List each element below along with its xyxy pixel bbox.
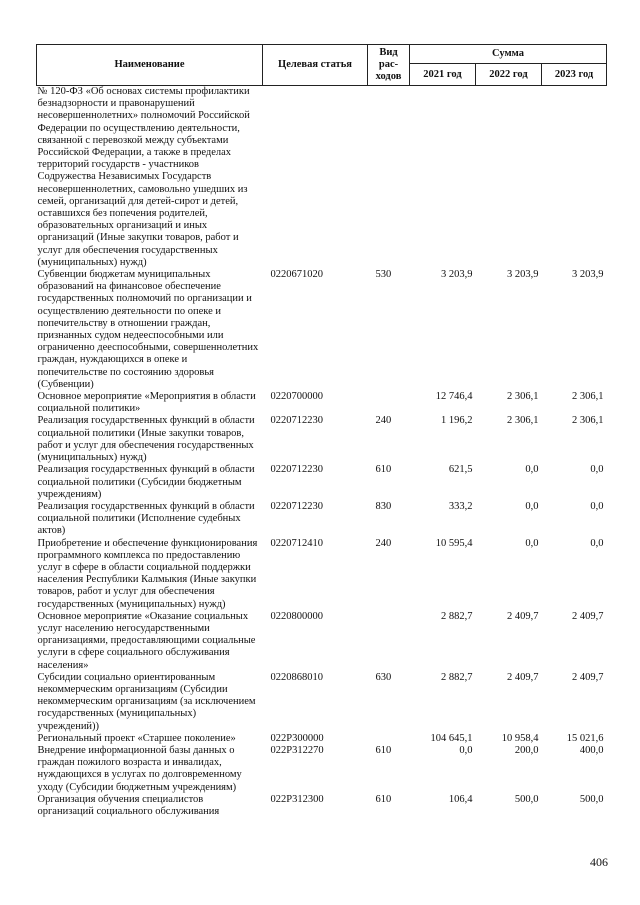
row-2023-cell: 15 021,6 400,0 [566, 732, 604, 756]
row-2022-cell: 0,0 [525, 537, 539, 549]
row-2022-cell: 2 409,7 [507, 671, 539, 683]
row-2022-cell [476, 86, 542, 270]
row-name-cell: Реализация государственных функций в области социальной политики (Субсидии бюджетным учреждениям) [37, 464, 255, 500]
row-2021-cell: 106,4 [448, 793, 473, 805]
row-code-cell: 0220868010 [270, 671, 323, 683]
row-code-cell: 0220800000 [270, 610, 323, 622]
row-vid-cell [368, 391, 410, 415]
col-2023-header: 2023 год [542, 64, 607, 86]
row-2022-cell: 10 958,4 200,0 [501, 732, 539, 756]
row-vid-cell: 530 [375, 269, 392, 281]
row-name-cell: № 120-ФЗ «Об основах системы профилактики безнадзорности и правонарушений несовершеннолетних» полномочий Российской Федерации по осуществлению деятельности, связанной с перевозкой между субъектами Российской Федерации, а также в пределах территорий государств - участников Содружества Независимых Государств несовершеннолетних, самовольно ушедших из семей, организаций для детей-сирот и детей, оставшихся без попечения родителей, образовательных организаций и иных организаций (Иные закупки товаров, работ и услуг для обеспечения государственных (муниципальных) нужд) [37, 86, 250, 268]
table-row [37, 538, 607, 611]
budget-page [36, 44, 606, 818]
col-code-header: Целевая статья [263, 45, 368, 86]
row-name-cell: Реализация государственных функций в области социальной политики (Иные закупки товаров, работ и услуг для обеспечения государственных (муниципальных) нужд) [37, 415, 255, 464]
row-code-cell: 0220712230 [270, 500, 323, 512]
table-row [37, 391, 607, 415]
col-2021-header: 2021 год [410, 64, 476, 86]
row-2022-cell: 0,0 [525, 500, 539, 512]
table-body [37, 86, 607, 819]
row-2023-cell: 0,0 [590, 464, 604, 476]
row-2023-cell: 2 409,7 [572, 610, 604, 622]
col-name-header: Наименование [37, 45, 263, 86]
row-2023-cell: 500,0 [579, 793, 604, 805]
row-2021-cell: 2 882,7 [441, 610, 473, 622]
table-row [37, 464, 607, 501]
row-name-cell: Приобретение и обеспечение функционирования программного комплекса по предоставлению услуг в сфере в области социальной поддержки населения Республики Калмыкия (Иные закупки товаров, работ и услуг для обеспечения государственных (муниципальных) нужд) [37, 537, 258, 610]
row-2021-cell: 3 203,9 [441, 269, 473, 281]
row-vid-cell [368, 86, 410, 270]
row-2022-cell: 3 203,9 [507, 269, 539, 281]
row-name-cell: Региональный проект «Старшее поколение» Внедрение информационной базы данных о граждан пожилого возраста и инвалидах, нуждающихся в услугах по долговременному уходу (Субсидии бюджетным учреждениям) [37, 732, 242, 793]
row-vid-cell [368, 611, 410, 672]
row-2021-cell: 12 746,4 [435, 391, 473, 403]
row-2023-cell: 2 306,1 [572, 415, 604, 427]
row-vid-cell: 610 [375, 793, 392, 805]
row-2023-cell: 0,0 [590, 537, 604, 549]
row-code-cell: 0220712230 [270, 415, 323, 427]
budget-table [36, 44, 607, 818]
table-row [37, 672, 607, 733]
row-code-cell: 022P300000 022P312270 [270, 732, 324, 756]
row-2021-cell: 104 645,1 0,0 [430, 732, 473, 756]
table-row [37, 269, 607, 391]
row-vid-cell: 240 [375, 415, 392, 427]
row-2021-cell: 333,2 [448, 500, 473, 512]
row-2022-cell: 500,0 [514, 793, 539, 805]
col-2022-header: 2022 год [476, 64, 542, 86]
row-2021-cell [410, 86, 476, 270]
table-row [37, 611, 607, 672]
row-code-cell: 0220700000 [270, 391, 323, 403]
table-row [37, 415, 607, 464]
row-vid-cell: 240 [375, 537, 392, 549]
row-name-cell: Организация обучения специалистов организаций социального обслуживания [37, 793, 220, 817]
row-2021-cell: 1 196,2 [441, 415, 473, 427]
row-code-cell: 0220671020 [270, 269, 323, 281]
col-vid-header: Вид рас-ходов [368, 45, 410, 86]
row-2021-cell: 621,5 [448, 464, 473, 476]
row-2022-cell: 0,0 [525, 464, 539, 476]
row-vid-cell: 630 [375, 671, 392, 683]
table-row [37, 86, 607, 270]
page-number: 406 [590, 855, 608, 869]
row-2023-cell: 2 306,1 [572, 391, 604, 403]
row-2023-cell: 2 409,7 [572, 671, 604, 683]
col-sum-header: Сумма [410, 45, 607, 64]
row-name-cell: Субсидии социально ориентированным некоммерческим организациям (Субсидии некоммерческим организациям (за исключением государственных (муниципальных) учреждений)) [37, 671, 256, 732]
row-name-cell: Основное мероприятие «Мероприятия в области социальной политики» [37, 391, 256, 415]
row-2023-cell [542, 86, 607, 270]
row-vid-cell: 610 [375, 744, 392, 756]
row-vid-cell: 830 [375, 500, 392, 512]
row-code-cell: 022P312300 [270, 793, 324, 805]
table-row [37, 733, 607, 794]
row-vid-cell: 610 [375, 464, 392, 476]
row-2022-cell: 2 306,1 [507, 391, 539, 403]
row-code-cell: 0220712410 [270, 537, 323, 549]
row-2023-cell: 3 203,9 [572, 269, 604, 281]
row-2021-cell: 2 882,7 [441, 671, 473, 683]
row-2022-cell: 2 409,7 [507, 610, 539, 622]
row-2022-cell: 2 306,1 [507, 415, 539, 427]
row-name-cell: Реализация государственных функций в области социальной политики (Исполнение судебных актов) [37, 500, 255, 537]
row-code-cell: 0220712230 [270, 464, 323, 476]
table-row [37, 794, 607, 818]
table-row [37, 501, 607, 538]
row-2023-cell: 0,0 [590, 500, 604, 512]
row-code-cell [263, 86, 368, 270]
row-name-cell: Субвенции бюджетам муниципальных образований на финансовое обеспечение государственных полномочий по организации и осуществлению деятельности по опеке и попечительству в отношении граждан, признанных судом недееспособными или ограниченно дееспособными, совершеннолетних граждан, нуждающихся в опеке и попечительстве по состоянию здоровья (Субвенции) [37, 269, 259, 390]
table-header [37, 45, 607, 86]
row-2021-cell: 10 595,4 [435, 537, 473, 549]
row-name-cell: Основное мероприятие «Оказание социальных услуг населению негосударственными организациями, предоставляющими социальные услуги в сфере социального обслуживания населения» [37, 610, 256, 671]
